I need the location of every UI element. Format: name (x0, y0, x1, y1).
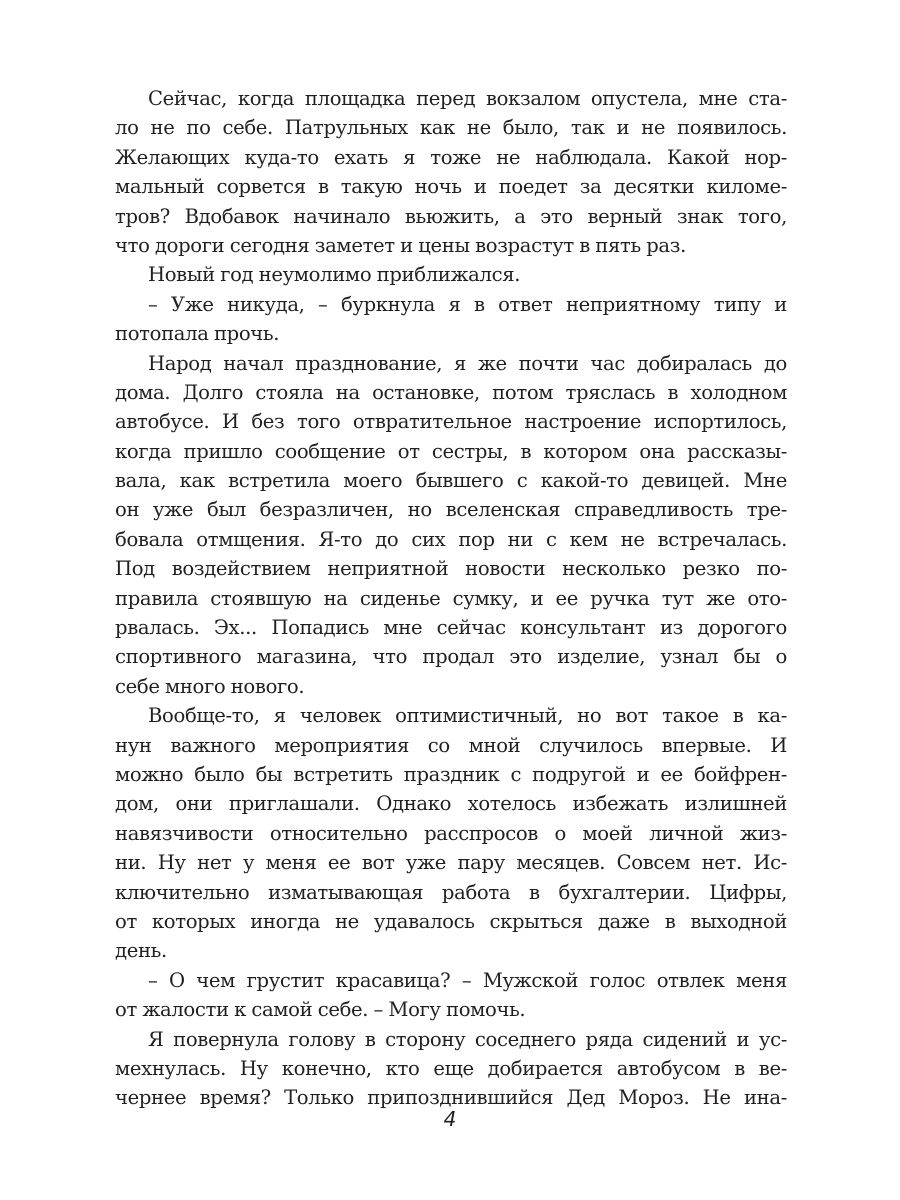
text-line: Новый год неумолимо приближался. (148, 263, 521, 287)
text-line: себе много нового. (115, 674, 305, 698)
text-line: чернее время? Только припозднившийся Дед Мороз. Не ина- (115, 1086, 787, 1110)
paragraph (115, 290, 787, 349)
text-line: мехнулась. Ну конечно, кто еще добирается автобусом в ве- (115, 1056, 787, 1080)
text-line: – Уже никуда, – буркнула я в ответ неприятному типу и (148, 292, 787, 316)
text-line: день. (115, 939, 167, 963)
text-line: можно было бы встретить праздник с подругой и ее бойфрен- (115, 762, 787, 786)
text-line: Сейчас, когда площадка перед вокзалом опустела, мне ста- (148, 87, 787, 110)
text-line: ключительно изматывающая работа в бухгалтерии. Цифры, (115, 880, 787, 904)
text-line: нун важного мероприятия со мной случилось впервые. И (115, 733, 787, 757)
text-line: тров? Вдобавок начинало вьюжить, а это верный знак того, (115, 204, 787, 228)
paragraph (115, 260, 787, 289)
text-line: навязчивости относительно расспросов о моей личной жиз- (115, 821, 787, 845)
text-line: Народ начал празднование, я же почти час добиралась до (148, 351, 787, 375)
text-line: ни. Ну нет у меня ее вот уже пару месяцев. Совсем нет. Ис- (115, 851, 787, 875)
text-line: от которых иногда не удавалось скрыться даже в выходной (115, 909, 787, 933)
text-line: потопала прочь. (115, 322, 280, 346)
text-line: автобусе. И без того отвратительное настроение испортилось, (115, 410, 787, 434)
text-line: Я повернула голову в сторону соседнего ряда сидений и ус- (148, 1027, 787, 1051)
page-number: 4 (443, 1107, 457, 1131)
text-line: правила стоявшую на сиденье сумку, и ее ручка тут же ото- (115, 586, 787, 610)
text-line: спортивного магазина, что продал это изделие, узнал бы о (115, 645, 787, 669)
paragraph (115, 349, 787, 702)
text-line: мальный сорвется в такую ночь и поедет за десятки киломе- (115, 175, 787, 199)
text-line: ло не по себе. Патрульных как не было, так и не появилось. (115, 116, 787, 140)
text-line: он уже был безразличен, но вселенская справедливость тре- (115, 498, 787, 522)
text-line: дом, они приглашали. Однако хотелось избежать излишней (115, 792, 787, 816)
paragraph (115, 966, 787, 1025)
text-line: Под воздействием неприятной новости несколько резко по- (115, 557, 787, 581)
text-line: от жалости к самой себе. – Могу помочь. (115, 998, 526, 1022)
text-line: Желающих куда-то ехать я тоже не наблюдала. Какой нор- (115, 145, 787, 169)
text-line: дома. Долго стояла на остановке, потом тряслась в холодном (115, 380, 787, 404)
paragraph (115, 84, 787, 260)
book-page-text (115, 84, 787, 1113)
text-line: – О чем грустит красавица? – Мужской голос отвлек меня (148, 968, 787, 992)
text-line: когда пришло сообщение от сестры, в котором она рассказы- (115, 439, 787, 463)
text-line: бовала отмщения. Я-то до сих пор ни с кем не встречалась. (115, 527, 787, 551)
text-line: вала, как встретила моего бывшего с какой-то девицей. Мне (115, 469, 787, 493)
text-line: рвалась. Эх... Попадись мне сейчас консультант из дорогого (115, 616, 787, 640)
paragraph (115, 701, 787, 966)
text-line: что дороги сегодня заметет и цены возрастут в пять раз. (115, 233, 686, 257)
text-line: Вообще-то, я человек оптимистичный, но вот такое в ка- (148, 704, 787, 728)
paragraph (115, 1025, 787, 1113)
